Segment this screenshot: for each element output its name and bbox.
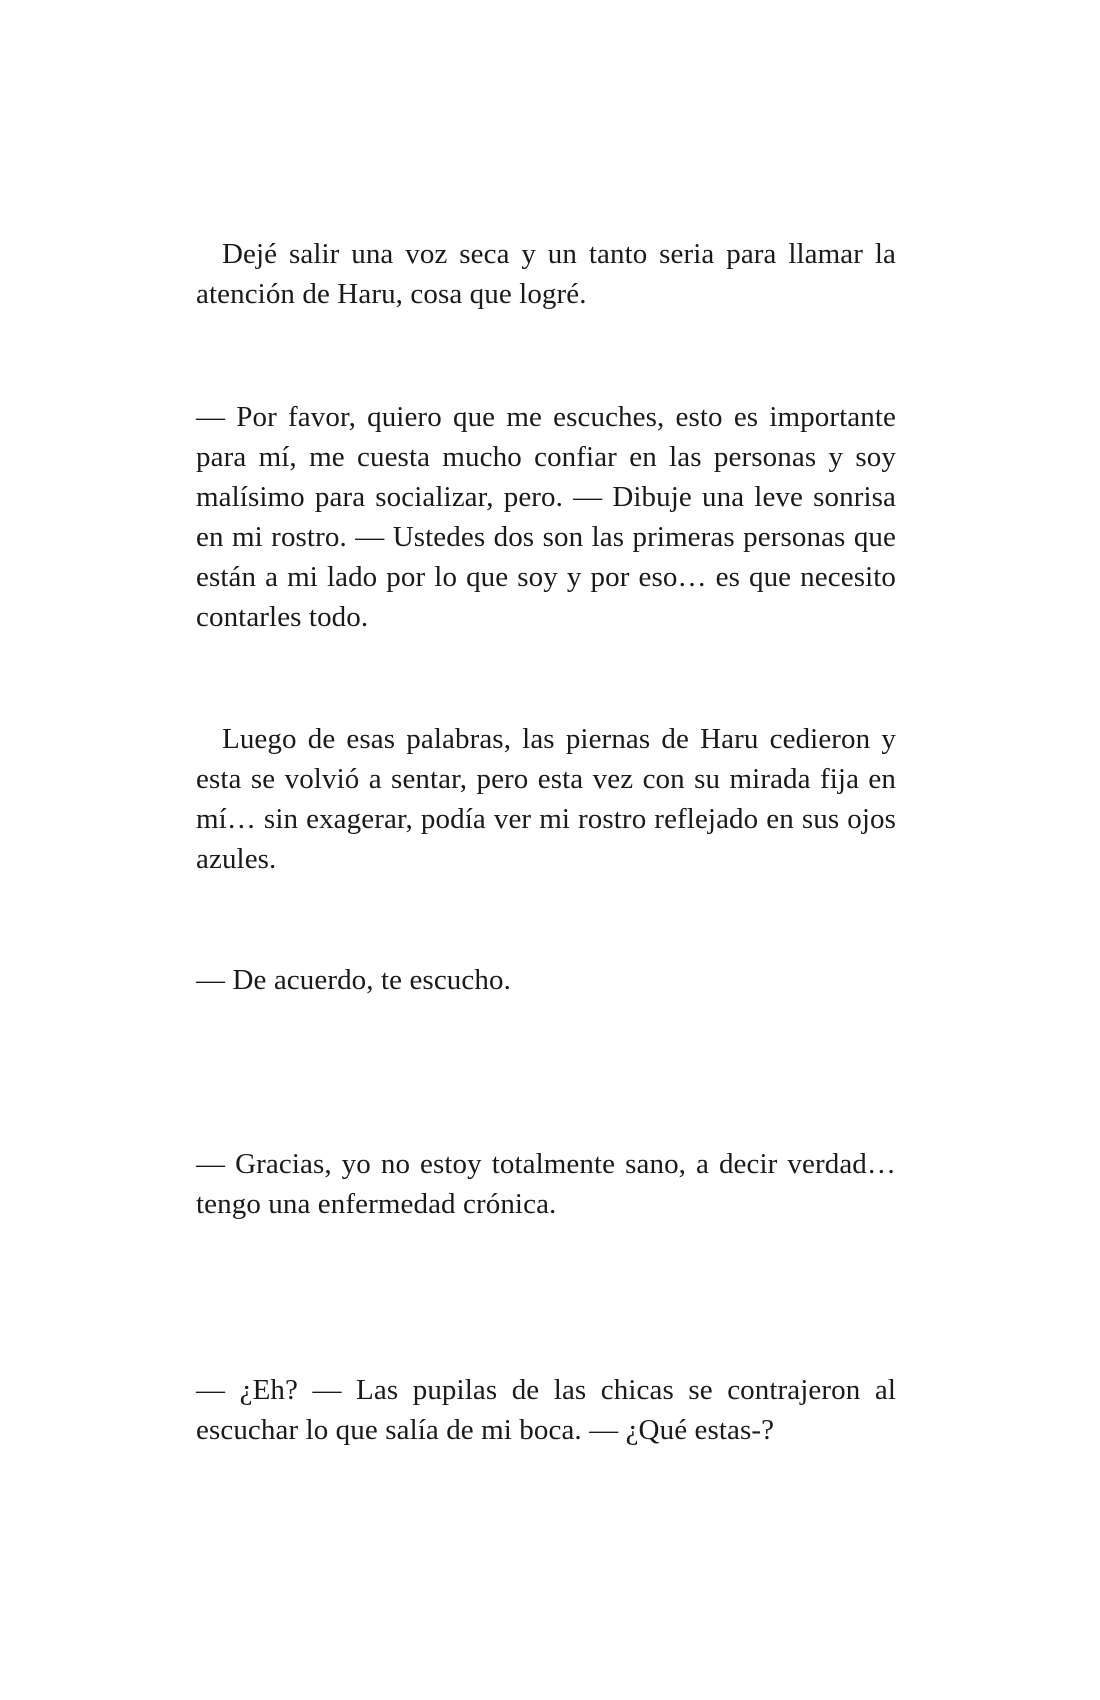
paragraph-narration-1: Dejé salir una voz seca y un tanto seria para llamar la atención de Haru, cosa que logré. (196, 238, 896, 310)
paragraph-dialogue-4: — ¿Eh? — Las pupilas de las chicas se contrajeron al escuchar lo que salía de mi boca. — ¿Qué estas-? (196, 1374, 896, 1446)
paragraph-dialogue-1: — Por favor, quiero que me escuches, esto es importante para mí, me cuesta mucho confiar en las personas y soy malísimo para socializar, pero. — Dibuje una leve sonrisa en mi rostro. — Ustedes dos son las primeras personas que están a mi lado por lo que soy y por eso… es que necesito contarles todo. (196, 401, 896, 633)
paragraph-dialogue-2: — De acuerdo, te escucho. (196, 964, 511, 996)
paragraph-dialogue-3: — Gracias, yo no estoy totalmente sano, a decir verdad… tengo una enfermedad crónica. (196, 1148, 896, 1220)
paragraph-narration-2: Luego de esas palabras, las piernas de Haru cedieron y esta se volvió a sentar, pero esta vez con su mirada fija en mí… sin exagerar, podía ver mi rostro reflejado en sus ojos azules. (196, 723, 896, 875)
